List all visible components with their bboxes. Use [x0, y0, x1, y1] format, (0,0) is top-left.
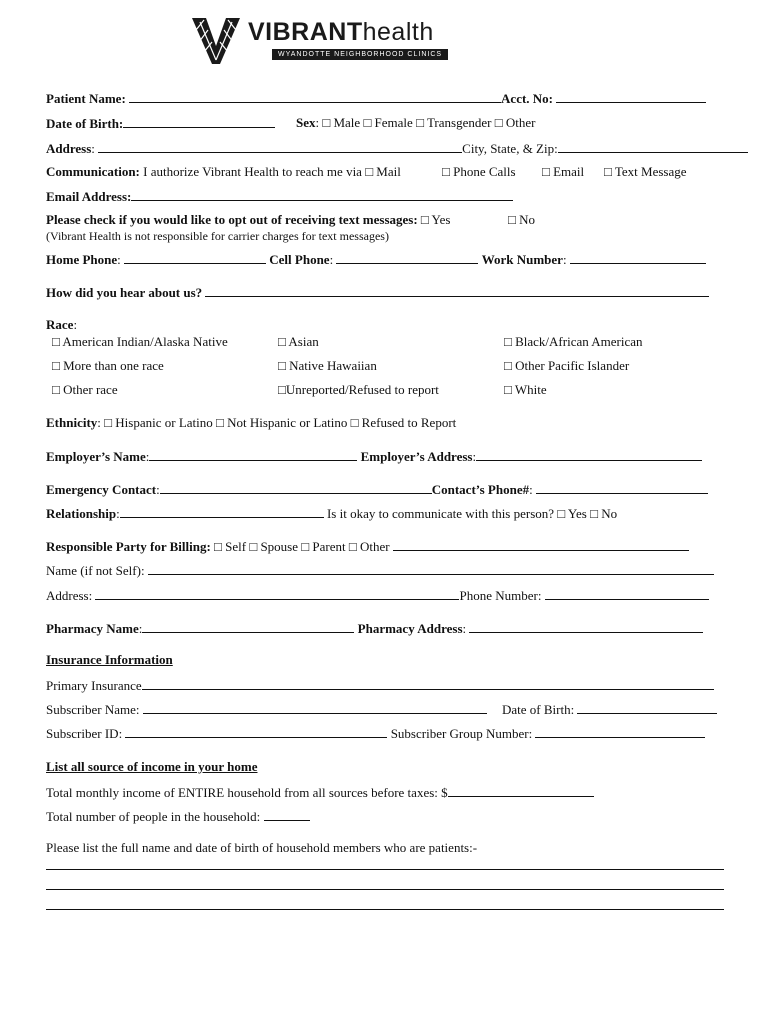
opt-out-yes-checkbox[interactable]: □ Yes — [420, 212, 451, 227]
work-number-field[interactable] — [570, 252, 706, 264]
subscriber-group-field[interactable] — [535, 726, 705, 738]
logo-title: VIBRANThealth — [248, 18, 434, 46]
resp-address-field[interactable] — [95, 588, 459, 600]
relationship-field[interactable] — [120, 506, 324, 518]
address-row: Address: City, State, & Zip: — [46, 141, 726, 155]
employer-address-label: Employer’s Address — [360, 449, 473, 464]
emergency-contact-label: Emergency Contact — [46, 482, 157, 497]
logo-subtitle: WYANDOTTE NEIGHBORHOOD CLINICS — [272, 49, 448, 60]
subscriber-id-label: Subscriber ID: — [46, 726, 123, 741]
insurance-heading-text: Insurance Information — [46, 652, 173, 667]
patient-name-label: Patient Name: — [46, 91, 126, 106]
subscriber-group-label: Subscriber Group Number: — [390, 726, 533, 741]
household-member-line-1[interactable] — [46, 869, 724, 870]
hear-about-row — [46, 285, 726, 299]
income-heading — [46, 760, 726, 773]
ethnicity-refused-checkbox[interactable]: □ Refused to Report — [350, 415, 457, 430]
sex-label: Sex — [296, 115, 316, 130]
resp-parent-checkbox[interactable]: □ Parent — [301, 539, 346, 554]
communication-row — [46, 165, 726, 178]
pharmacy-name-label: Pharmacy Name — [46, 621, 139, 636]
sex-female-checkbox[interactable]: □ Female — [363, 115, 413, 130]
opt-out-no-checkbox[interactable]: □ No — [508, 212, 535, 227]
race-label: Race — [46, 317, 74, 332]
resp-address-row — [46, 588, 726, 602]
comm-text-checkbox[interactable]: □ Text Message — [604, 164, 687, 179]
employer-row: Employer’s Name: Employer’s Address: — [46, 449, 726, 463]
subscriber-name-field[interactable] — [143, 702, 487, 714]
contact-phone-field[interactable] — [536, 482, 708, 494]
cell-phone-field[interactable] — [336, 252, 478, 264]
city-state-zip-field[interactable] — [558, 141, 748, 153]
communication-label: Communication: — [46, 164, 140, 179]
opt-out-row — [46, 213, 726, 226]
race-black-checkbox[interactable]: □ Black/African American — [504, 334, 643, 349]
responsible-party-label: Responsible Party for Billing: — [46, 539, 211, 554]
pharmacy-address-field[interactable] — [469, 621, 703, 633]
ethnicity-not-hispanic-checkbox[interactable]: □ Not Hispanic or Latino — [216, 415, 348, 430]
vibrant-v-logo-icon — [190, 16, 242, 66]
relationship-label: Relationship — [46, 506, 117, 521]
monthly-income-row — [46, 785, 726, 799]
acct-no-label: Acct. No: — [501, 91, 554, 106]
ethnicity-row: Ethnicity: □ Hispanic or Latino □ Not Hispanic or Latino □ Refused to Report — [46, 415, 457, 430]
emergency-row: Emergency Contact: Contact’s Phone#: — [46, 482, 726, 496]
resp-address-label: Address: — [46, 588, 93, 603]
resp-phone-field[interactable] — [545, 588, 709, 600]
acct-no-field[interactable] — [556, 91, 706, 103]
ok-communicate-label: Is it okay to communicate with this person? — [326, 506, 555, 521]
dob-label: Date of Birth: — [46, 116, 124, 131]
resp-spouse-checkbox[interactable]: □ Spouse — [249, 539, 299, 554]
employer-name-field[interactable] — [149, 449, 357, 461]
comm-mail-checkbox[interactable]: □ Mail — [365, 164, 401, 179]
email-row — [46, 189, 726, 203]
primary-insurance-field[interactable] — [142, 678, 714, 690]
patient-name-row — [46, 91, 726, 105]
primary-insurance-row — [46, 678, 726, 692]
cell-phone-label: Cell Phone — [269, 252, 330, 267]
race-pacific-islander-checkbox[interactable]: □ Other Pacific Islander — [504, 358, 630, 373]
household-member-line-2[interactable] — [46, 889, 724, 890]
insurance-heading — [46, 653, 726, 666]
subscriber-dob-label: Date of Birth: — [502, 702, 575, 717]
household-member-line-3[interactable] — [46, 909, 724, 910]
hear-about-label: How did you hear about us? — [46, 285, 203, 300]
home-phone-field[interactable] — [124, 252, 266, 264]
household-count-label: Total number of people in the household: — [46, 809, 261, 824]
race-other-checkbox[interactable]: □ Other race — [52, 382, 118, 397]
resp-other-checkbox[interactable]: □ Other — [348, 539, 390, 554]
subscriber-name-row — [46, 702, 726, 716]
subscriber-id-field[interactable] — [125, 726, 387, 738]
communication-text: I authorize Vibrant Health to reach me via — [143, 164, 362, 179]
resp-self-checkbox[interactable]: □ Self — [214, 539, 247, 554]
responsible-party-row — [46, 539, 726, 553]
relationship-row: Relationship: Is it okay to communicate with this person? □ Yes □ No — [46, 506, 618, 521]
name-not-self-label: Name (if not Self): — [46, 563, 145, 578]
ok-no-checkbox[interactable]: □ No — [590, 506, 618, 521]
comm-phone-checkbox[interactable]: □ Phone Calls — [442, 164, 516, 179]
subscriber-id-row — [46, 726, 726, 740]
race-native-hawaiian-checkbox[interactable]: □ Native Hawaiian — [278, 358, 377, 373]
ethnicity-hispanic-checkbox[interactable]: □ Hispanic or Latino — [104, 415, 213, 430]
phone-row: Home Phone: Cell Phone: Work Number: — [46, 252, 726, 266]
ethnicity-label: Ethnicity — [46, 415, 98, 430]
sex-male-checkbox[interactable]: □ Male — [322, 115, 361, 130]
race-asian-checkbox[interactable]: □ Asian — [278, 334, 319, 349]
opt-out-note: (Vibrant Health is not responsible for carrier charges for text messages) — [46, 229, 389, 243]
household-members-label: Please list the full name and date of birth of household members who are patients:- — [46, 840, 478, 855]
race-american-indian-checkbox[interactable]: □ American Indian/Alaska Native — [52, 334, 228, 349]
income-heading-text: List all source of income in your home — [46, 759, 258, 774]
primary-insurance-label: Primary Insurance — [46, 678, 142, 693]
household-count-row — [46, 809, 726, 823]
resp-other-field[interactable] — [393, 539, 689, 551]
email-field[interactable] — [131, 189, 513, 201]
monthly-income-label: Total monthly income of ENTIRE household from all sources before taxes: $ — [46, 785, 448, 800]
comm-email-checkbox[interactable]: □ Email — [542, 164, 585, 179]
hear-about-field[interactable] — [205, 285, 709, 297]
pharmacy-address-label: Pharmacy Address — [357, 621, 463, 636]
employer-address-field[interactable] — [476, 449, 702, 461]
ok-yes-checkbox[interactable]: □ Yes — [557, 506, 587, 521]
address-field[interactable] — [98, 141, 462, 153]
household-members-row — [46, 841, 726, 854]
patient-name-field[interactable] — [129, 91, 501, 103]
home-phone-label: Home Phone — [46, 252, 118, 267]
dob-field[interactable] — [123, 116, 275, 128]
opt-out-label: Please check if you would like to opt out of receiving text messages: — [46, 212, 418, 227]
employer-name-label: Employer’s Name — [46, 449, 146, 464]
name-not-self-field[interactable] — [148, 563, 714, 575]
pharmacy-row: Pharmacy Name: Pharmacy Address: — [46, 621, 726, 635]
subscriber-dob-field[interactable] — [577, 702, 717, 714]
race-multiple-checkbox[interactable]: □ More than one race — [52, 358, 164, 373]
dob-sex-row: Date of Birth: Sex: □ Male □ Female □ Transgender □ Other — [46, 115, 536, 131]
contact-phone-label: Contact’s Phone# — [431, 482, 530, 497]
emergency-contact-field[interactable] — [160, 482, 432, 494]
sex-transgender-checkbox[interactable]: □ Transgender — [416, 115, 492, 130]
subscriber-name-label: Subscriber Name: — [46, 702, 140, 717]
race-unreported-checkbox[interactable]: □Unreported/Refused to report — [278, 382, 439, 397]
name-not-self-row — [46, 563, 726, 577]
monthly-income-field[interactable] — [448, 785, 594, 797]
email-label: Email Address: — [46, 189, 132, 204]
resp-phone-label: Phone Number: — [459, 588, 542, 603]
address-label: Address — [46, 141, 92, 156]
city-state-zip-label: City, State, & Zip: — [462, 141, 558, 156]
vibrant-health-logo — [190, 16, 448, 68]
pharmacy-name-field[interactable] — [142, 621, 354, 633]
race-label-row: Race: — [46, 317, 78, 332]
household-count-field[interactable] — [264, 809, 310, 821]
work-number-label: Work Number — [481, 252, 563, 267]
race-white-checkbox[interactable]: □ White — [504, 382, 547, 397]
sex-other-checkbox[interactable]: □ Other — [494, 115, 536, 130]
